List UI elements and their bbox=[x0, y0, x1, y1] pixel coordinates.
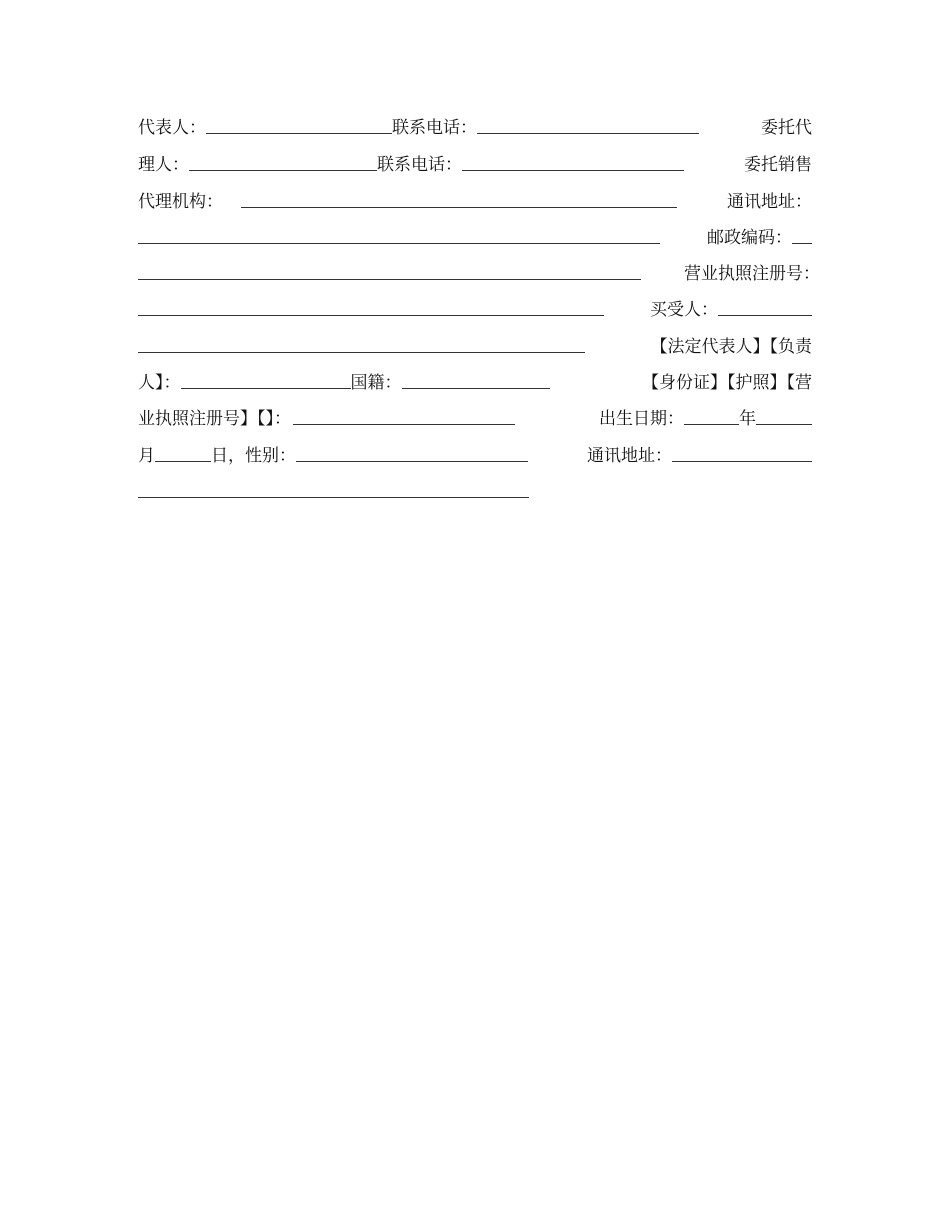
phone-label: 联系电话： bbox=[392, 118, 477, 138]
sales-agency-field[interactable] bbox=[241, 206, 677, 208]
sales-agency-label-rest: 代理机构： bbox=[138, 192, 223, 212]
month-label: 月 bbox=[138, 446, 155, 466]
address-line bbox=[138, 222, 812, 250]
legal-rep-field[interactable] bbox=[181, 387, 351, 389]
id-type-label: 【身份证】【护照】【营 bbox=[642, 373, 812, 393]
nationality-field[interactable] bbox=[402, 387, 550, 389]
agent-line bbox=[138, 149, 812, 177]
legal-rep-label: 【法定代表人】【负责 bbox=[650, 337, 812, 357]
birth-year-field[interactable] bbox=[684, 423, 739, 425]
business-license-field[interactable] bbox=[138, 314, 604, 316]
birth-gender-line bbox=[138, 440, 812, 468]
phone-field[interactable] bbox=[477, 132, 699, 134]
sales-agency-line bbox=[138, 186, 812, 214]
sales-agency-label-part: 委托销售 bbox=[744, 155, 812, 175]
address-label: 通讯地址： bbox=[727, 192, 812, 212]
id-line bbox=[138, 403, 812, 431]
nationality-label: 国籍： bbox=[350, 373, 402, 393]
birth-day-field[interactable] bbox=[155, 460, 211, 462]
id-number-field[interactable] bbox=[293, 423, 515, 425]
address-field[interactable] bbox=[138, 242, 660, 244]
buyer-line bbox=[138, 331, 812, 359]
agent-phone-field[interactable] bbox=[462, 169, 684, 171]
gender-field[interactable] bbox=[296, 460, 528, 462]
birth-date-label: 出生日期： bbox=[599, 409, 684, 429]
postal-code-field-cont[interactable] bbox=[138, 278, 641, 280]
agent-phone-label: 联系电话： bbox=[377, 155, 462, 175]
buyer-label: 买受人： bbox=[650, 300, 718, 320]
seller-representative-line bbox=[138, 112, 812, 140]
postal-code-line bbox=[138, 258, 820, 286]
buyer-address-field[interactable] bbox=[672, 460, 812, 462]
buyer-field-cont[interactable] bbox=[138, 351, 585, 353]
agent-label-part: 委托代 bbox=[761, 118, 812, 138]
agent-field[interactable] bbox=[189, 169, 377, 171]
birth-month-field[interactable] bbox=[756, 423, 812, 425]
postal-code-label: 邮政编码： bbox=[707, 228, 792, 248]
buyer-address-label: 通讯地址： bbox=[587, 446, 672, 466]
license-line bbox=[138, 294, 812, 322]
representative-field[interactable] bbox=[206, 132, 392, 134]
business-license-label: 营业执照注册号： bbox=[684, 264, 820, 284]
buyer-field[interactable] bbox=[718, 314, 812, 316]
day-gender-label: 日，性别： bbox=[211, 446, 296, 466]
legal-rep-line bbox=[138, 367, 812, 395]
id-type-label-rest: 业执照注册号】【】： bbox=[138, 409, 291, 429]
agent-label-rest: 理人： bbox=[138, 155, 189, 175]
year-label: 年 bbox=[739, 409, 756, 429]
postal-code-field[interactable] bbox=[792, 242, 812, 244]
buyer-address-field-cont[interactable] bbox=[138, 496, 529, 498]
legal-rep-label-rest: 人】： bbox=[138, 373, 181, 393]
representative-label: 代表人： bbox=[138, 118, 206, 138]
buyer-address-line bbox=[138, 476, 812, 504]
